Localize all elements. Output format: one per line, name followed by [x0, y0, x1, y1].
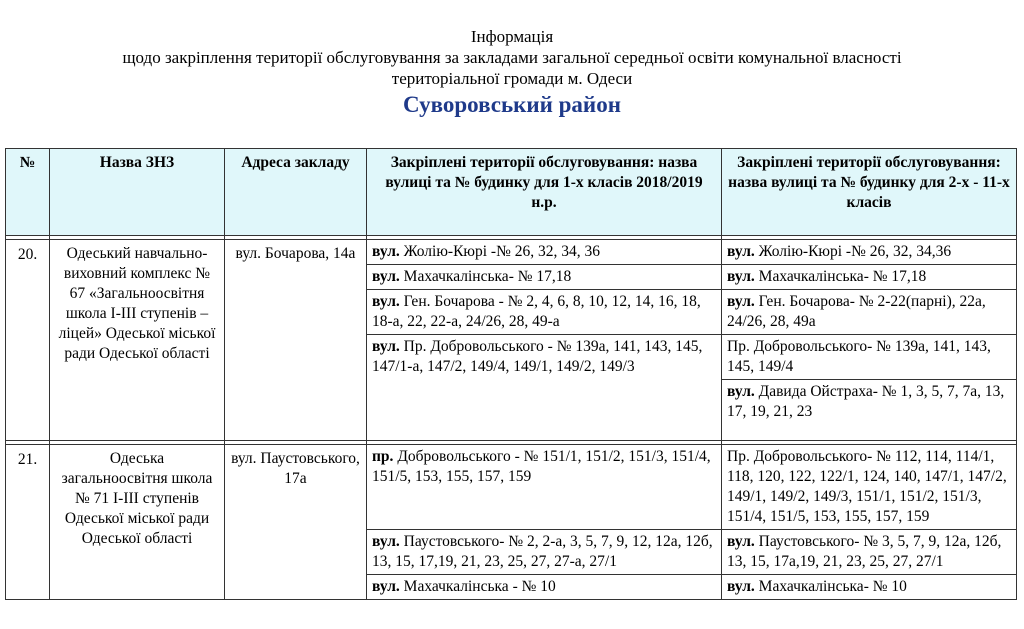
territory-grade2-11: вул. Жолію-Кюрі -№ 26, 32, 34,36: [722, 240, 1017, 265]
territory-grade2-11: вул. Махачкалінська- № 10: [722, 575, 1017, 600]
territory-grade1: вул. Пр. Добровольського - № 139а, 141, 143, 145, 147/1-а, 147/2, 149/4, 149/1, 149/2, 149/3: [367, 335, 722, 441]
header-num: №: [6, 149, 50, 236]
school-address: вул. Паустовського, 17а: [225, 445, 367, 600]
territory-grade1: пр. Добровольського - № 151/1, 151/2, 151/3, 151/4, 151/5, 153, 155, 157, 159: [367, 445, 722, 530]
territory-grade2-11: вул. Махачкалінська- № 17,18: [722, 265, 1017, 290]
territory-grade2-11: Пр. Добровольського- № 139а, 141, 143, 145, 149/4: [722, 335, 1017, 380]
territory-grade1: вул. Ген. Бочарова - № 2, 4, 6, 8, 10, 12, 14, 16, 18, 18-а, 22, 22-а, 24/26, 28, 49-а: [367, 290, 722, 335]
header-grade2-11: Закріплені території обслуговування: назва вулиці та № будинку для 2-х - 11-х класів: [722, 149, 1017, 236]
territory-grade1: вул. Жолію-Кюрі -№ 26, 32, 34, 36: [367, 240, 722, 265]
table-header-row: [6, 149, 1017, 236]
school-name: Одеський навчально-виховний комплекс № 67 «Загальноосвітня школа І-ІІІ ступенів – ліцей» Одеської міської ради Одеської області: [50, 240, 225, 441]
table-row: [6, 445, 1017, 530]
territory-grade1: вул. Махачкалінська- № 17,18: [367, 265, 722, 290]
territory-grade2-11: Пр. Добровольського- № 112, 114, 114/1, 118, 120, 122, 122/1, 124, 140, 147/1, 147/2, 149/1, 149/2, 149/3, 151/1, 151/2, 151/3, 151/4, 151/5, 153, 155, 157, 159: [722, 445, 1017, 530]
document-header: [0, 26, 1024, 119]
school-address: вул. Бочарова, 14а: [225, 240, 367, 441]
district-title: Суворовський район: [403, 92, 621, 117]
header-address: Адреса закладу: [225, 149, 367, 236]
territory-grade1: вул. Паустовського- № 2, 2-а, 3, 5, 7, 9, 12, 12а, 12б, 13, 15, 17,19, 21, 23, 25, 27, 27-а, 27/1: [367, 530, 722, 575]
header-grade1: Закріплені території обслуговування: назва вулиці та № будинку для 1-х класів 2018/2019 н.р.: [367, 149, 722, 236]
row-num: 21.: [6, 445, 50, 600]
doc-title: Інформація: [470, 27, 554, 46]
doc-subtitle-1: щодо закріплення території обслуговування за закладами загальної середньої освіти комунальної власності: [122, 48, 902, 67]
doc-subtitle-2: територіальної громади м. Одеси: [391, 69, 633, 88]
territory-grade2-11: вул. Давида Ойстраха- № 1, 3, 5, 7, 7а, 13, 17, 19, 21, 23: [722, 380, 1017, 441]
table-row: [6, 240, 1017, 265]
territory-grade2-11: вул. Ген. Бочарова- № 2-22(парні), 22а, 24/26, 28, 49а: [722, 290, 1017, 335]
school-name: Одеська загальноосвітня школа № 71 І-ІІІ ступенів Одеської міської ради Одеської області: [50, 445, 225, 600]
territory-grade2-11: вул. Паустовського- № 3, 5, 7, 9, 12а, 12б, 13, 15, 17а,19, 21, 23, 25, 27, 27/1: [722, 530, 1017, 575]
row-num: 20.: [6, 240, 50, 441]
schools-table: [5, 148, 1017, 600]
header-name: Назва ЗНЗ: [50, 149, 225, 236]
territory-grade1: вул. Махачкалінська - № 10: [367, 575, 722, 600]
